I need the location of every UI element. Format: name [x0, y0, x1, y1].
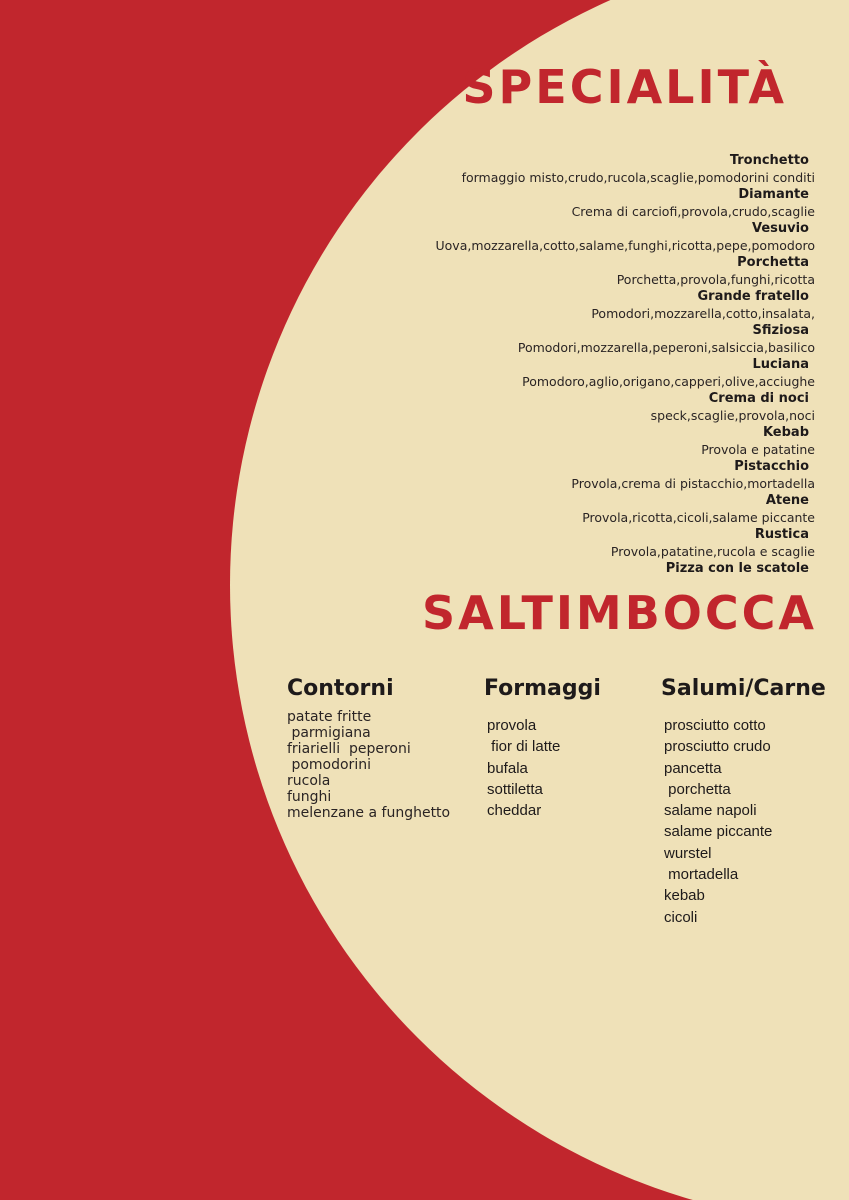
item-name: Crema di noci [708, 391, 809, 406]
item-description: Provola,crema di pistacchio,mortadella [571, 476, 815, 491]
item-name: Diamante [738, 187, 809, 202]
contorni-list [287, 709, 450, 821]
list-item: salame napoli [664, 802, 757, 820]
item-description: formaggio misto,crudo,rucola,scaglie,pomodorini conditi [461, 170, 815, 185]
item-description: Pomodori,mozzarella,peperoni,salsiccia,basilico [517, 340, 815, 355]
menu-item [385, 220, 815, 254]
contorni-column [287, 676, 450, 821]
list-item: mortadella [664, 866, 739, 884]
item-name: Pistacchio [734, 459, 809, 474]
list-item: kebab [664, 887, 705, 905]
item-description: Provola e patatine [701, 442, 815, 457]
item-name: Tronchetto [729, 153, 809, 168]
list-item: friarielli peperoni [287, 741, 411, 757]
menu-item [385, 356, 815, 390]
item-name: Luciana [752, 357, 809, 372]
item-description: Uova,mozzarella,cotto,salame,funghi,ricotta,pepe,pomodoro [435, 238, 815, 253]
item-name: Rustica [754, 527, 809, 542]
salumi-list [661, 715, 826, 928]
menu-item [385, 560, 815, 577]
list-item: wurstel [664, 844, 712, 862]
item-description: speck,scaglie,provola,noci [650, 408, 815, 423]
formaggi-heading: Formaggi [484, 676, 601, 701]
menu-item [385, 390, 815, 424]
menu-item [385, 254, 815, 288]
salumi-heading: Salumi/Carne [661, 676, 826, 701]
menu-item [385, 492, 815, 526]
item-description: Pomodoro,aglio,origano,capperi,olive,acciughe [522, 374, 815, 389]
item-description: Porchetta,provola,funghi,ricotta [616, 272, 815, 287]
specialita-title: SPECIALITÀ [462, 60, 787, 114]
list-item: fior di latte [487, 738, 561, 756]
menu-item [385, 526, 815, 560]
saltimbocca-title: SALTIMBOCCA [422, 586, 817, 640]
item-name: Grande fratello [697, 289, 809, 304]
item-name: Porchetta [737, 255, 809, 270]
menu-item [385, 458, 815, 492]
contorni-heading: Contorni [287, 676, 394, 701]
item-name: Atene [765, 493, 809, 508]
specialita-list [385, 152, 815, 577]
list-item: pancetta [664, 759, 722, 777]
menu-item [385, 424, 815, 458]
list-item: porchetta [664, 780, 731, 798]
list-item: prosciutto cotto [664, 717, 766, 734]
list-item: pomodorini [287, 757, 371, 773]
list-item: provola [487, 717, 537, 734]
list-item: parmigiana [287, 725, 371, 741]
menu-item [385, 288, 815, 322]
list-item: salame piccante [664, 823, 773, 841]
salumi-column [661, 676, 826, 928]
item-name: Sfiziosa [752, 323, 809, 338]
menu-item [385, 322, 815, 356]
list-item: rucola [287, 773, 331, 789]
list-item: prosciutto crudo [664, 738, 771, 756]
list-item: cicoli [664, 908, 698, 926]
item-name: Vesuvio [751, 221, 809, 236]
menu-item [385, 186, 815, 220]
item-name: Pizza con le scatole [665, 561, 809, 576]
list-item: bufala [487, 759, 528, 777]
item-description: Provola,ricotta,cicoli,salame piccante [582, 510, 815, 525]
list-item: patate fritte [287, 709, 372, 725]
list-item: cheddar [487, 802, 542, 820]
formaggi-column [484, 676, 601, 821]
item-description: Provola,patatine,rucola e scaglie [610, 544, 815, 559]
formaggi-list [484, 715, 601, 821]
list-item: funghi [287, 789, 332, 805]
list-item: melenzane a funghetto [287, 805, 451, 821]
item-description: Pomodori,mozzarella,cotto,insalata, [591, 306, 815, 321]
list-item: sottiletta [487, 780, 543, 798]
menu-item [385, 152, 815, 186]
item-name: Kebab [762, 425, 809, 440]
item-description: Crema di carciofi,provola,crudo,scaglie [571, 204, 815, 219]
